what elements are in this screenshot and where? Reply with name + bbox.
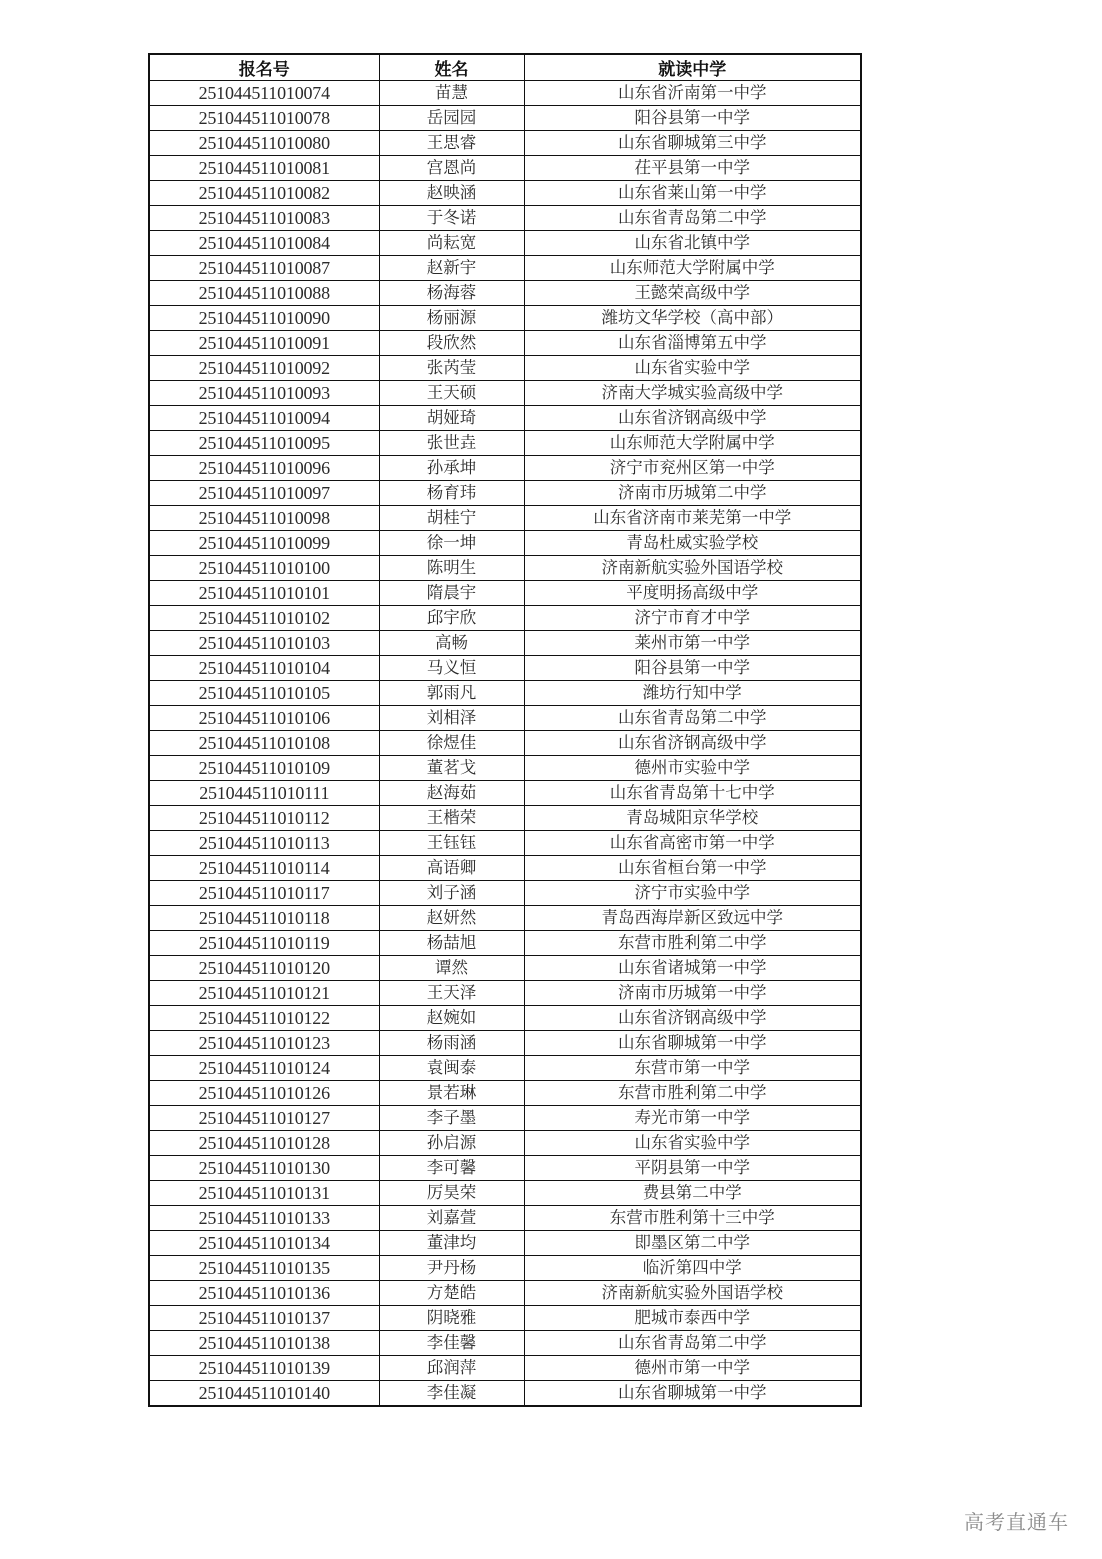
high-school-cell: 山东省青岛第二中学 <box>524 206 861 231</box>
student-name-cell: 赵婉如 <box>379 1006 524 1031</box>
registration-number-cell: 251044511010113 <box>149 831 379 856</box>
table-row <box>149 831 861 856</box>
table-row <box>149 81 861 106</box>
high-school-cell: 青岛西海岸新区致远中学 <box>524 906 861 931</box>
high-school-cell: 阳谷县第一中学 <box>524 656 861 681</box>
student-name-cell: 苗慧 <box>379 81 524 106</box>
high-school-cell: 山东省聊城第一中学 <box>524 1381 861 1407</box>
registration-number-cell: 251044511010138 <box>149 1331 379 1356</box>
table-row <box>149 356 861 381</box>
registration-number-cell: 251044511010091 <box>149 331 379 356</box>
registration-number-cell: 251044511010128 <box>149 1131 379 1156</box>
high-school-cell: 山东省济钢高级中学 <box>524 731 861 756</box>
student-name-cell: 赵映涵 <box>379 181 524 206</box>
table-row <box>149 606 861 631</box>
student-name-cell: 赵海茹 <box>379 781 524 806</box>
table-row <box>149 1356 861 1381</box>
registration-number-cell: 251044511010081 <box>149 156 379 181</box>
table-row <box>149 881 861 906</box>
registration-number-cell: 251044511010082 <box>149 181 379 206</box>
high-school-cell: 济南大学城实验高级中学 <box>524 381 861 406</box>
student-name-cell: 王钰钰 <box>379 831 524 856</box>
registration-number-cell: 251044511010119 <box>149 931 379 956</box>
registration-number-cell: 251044511010092 <box>149 356 379 381</box>
table-row <box>149 1031 861 1056</box>
registration-number-cell: 251044511010084 <box>149 231 379 256</box>
registration-number-cell: 251044511010126 <box>149 1081 379 1106</box>
table-row <box>149 931 861 956</box>
table-body <box>149 81 861 1407</box>
student-name-cell: 孙启源 <box>379 1131 524 1156</box>
registration-number-cell: 251044511010117 <box>149 881 379 906</box>
high-school-cell: 阳谷县第一中学 <box>524 106 861 131</box>
table-row <box>149 106 861 131</box>
table-row <box>149 631 861 656</box>
registration-number-cell: 251044511010140 <box>149 1381 379 1407</box>
high-school-cell: 山东师范大学附属中学 <box>524 431 861 456</box>
high-school-cell: 莱州市第一中学 <box>524 631 861 656</box>
registration-number-cell: 251044511010101 <box>149 581 379 606</box>
table-row <box>149 406 861 431</box>
student-list-sheet <box>148 53 860 1407</box>
header-high-school: 就读中学 <box>524 54 861 81</box>
student-name-cell: 刘子涵 <box>379 881 524 906</box>
registration-number-cell: 251044511010130 <box>149 1156 379 1181</box>
student-name-cell: 尚耘宽 <box>379 231 524 256</box>
student-name-cell: 王思睿 <box>379 131 524 156</box>
registration-number-cell: 251044511010120 <box>149 956 379 981</box>
table-row <box>149 331 861 356</box>
registration-number-cell: 251044511010136 <box>149 1281 379 1306</box>
registration-number-cell: 251044511010074 <box>149 81 379 106</box>
student-name-cell: 杨喆旭 <box>379 931 524 956</box>
table-row <box>149 431 861 456</box>
student-name-cell: 孙承坤 <box>379 456 524 481</box>
high-school-cell: 潍坊行知中学 <box>524 681 861 706</box>
student-name-cell: 陈明生 <box>379 556 524 581</box>
student-name-cell: 杨海蓉 <box>379 281 524 306</box>
registration-number-cell: 251044511010112 <box>149 806 379 831</box>
registration-number-cell: 251044511010122 <box>149 1006 379 1031</box>
student-name-cell: 岳园园 <box>379 106 524 131</box>
registration-number-cell: 251044511010108 <box>149 731 379 756</box>
student-name-cell: 杨雨涵 <box>379 1031 524 1056</box>
table-row <box>149 1331 861 1356</box>
high-school-cell: 潍坊文华学校（高中部） <box>524 306 861 331</box>
registration-number-cell: 251044511010133 <box>149 1206 379 1231</box>
student-name-cell: 李可馨 <box>379 1156 524 1181</box>
table-row <box>149 231 861 256</box>
high-school-cell: 山东省聊城第三中学 <box>524 131 861 156</box>
student-name-cell: 李佳馨 <box>379 1331 524 1356</box>
student-name-cell: 胡桂宁 <box>379 506 524 531</box>
table-row <box>149 1206 861 1231</box>
header-registration-number: 报名号 <box>149 54 379 81</box>
high-school-cell: 东营市胜利第二中学 <box>524 931 861 956</box>
registration-number-cell: 251044511010094 <box>149 406 379 431</box>
student-name-cell: 杨育玮 <box>379 481 524 506</box>
registration-number-cell: 251044511010123 <box>149 1031 379 1056</box>
high-school-cell: 山东省青岛第二中学 <box>524 1331 861 1356</box>
student-name-cell: 董津均 <box>379 1231 524 1256</box>
table-row <box>149 206 861 231</box>
table-row <box>149 281 861 306</box>
student-name-cell: 赵妍然 <box>379 906 524 931</box>
student-name-cell: 邱宇欣 <box>379 606 524 631</box>
table-row <box>149 1106 861 1131</box>
student-name-cell: 董茗戈 <box>379 756 524 781</box>
high-school-cell: 茌平县第一中学 <box>524 156 861 181</box>
student-name-cell: 厉昊荣 <box>379 1181 524 1206</box>
student-name-cell: 张芮莹 <box>379 356 524 381</box>
table-row <box>149 381 861 406</box>
table-row <box>149 456 861 481</box>
registration-number-cell: 251044511010135 <box>149 1256 379 1281</box>
table-row <box>149 656 861 681</box>
registration-number-cell: 251044511010083 <box>149 206 379 231</box>
registration-number-cell: 251044511010093 <box>149 381 379 406</box>
registration-number-cell: 251044511010118 <box>149 906 379 931</box>
table-row <box>149 1056 861 1081</box>
student-name-cell: 邱润萍 <box>379 1356 524 1381</box>
registration-number-cell: 251044511010114 <box>149 856 379 881</box>
registration-number-cell: 251044511010131 <box>149 1181 379 1206</box>
registration-number-cell: 251044511010088 <box>149 281 379 306</box>
student-name-cell: 高畅 <box>379 631 524 656</box>
table-row <box>149 681 861 706</box>
table-row <box>149 306 861 331</box>
high-school-cell: 山东省北镇中学 <box>524 231 861 256</box>
high-school-cell: 山东省青岛第十七中学 <box>524 781 861 806</box>
table-row <box>149 256 861 281</box>
student-name-cell: 王天硕 <box>379 381 524 406</box>
high-school-cell: 济南市历城第二中学 <box>524 481 861 506</box>
high-school-cell: 寿光市第一中学 <box>524 1106 861 1131</box>
registration-number-cell: 251044511010124 <box>149 1056 379 1081</box>
student-name-cell: 阴晓雅 <box>379 1306 524 1331</box>
student-name-cell: 段欣然 <box>379 331 524 356</box>
table-row <box>149 806 861 831</box>
high-school-cell: 德州市第一中学 <box>524 1356 861 1381</box>
high-school-cell: 山东省济钢高级中学 <box>524 406 861 431</box>
registration-number-cell: 251044511010103 <box>149 631 379 656</box>
registration-number-cell: 251044511010139 <box>149 1356 379 1381</box>
table-row <box>149 1131 861 1156</box>
high-school-cell: 临沂第四中学 <box>524 1256 861 1281</box>
registration-number-cell: 251044511010078 <box>149 106 379 131</box>
student-name-cell: 李佳凝 <box>379 1381 524 1407</box>
student-table <box>148 53 862 1407</box>
table-row <box>149 856 861 881</box>
registration-number-cell: 251044511010096 <box>149 456 379 481</box>
registration-number-cell: 251044511010100 <box>149 556 379 581</box>
registration-number-cell: 251044511010137 <box>149 1306 379 1331</box>
registration-number-cell: 251044511010127 <box>149 1106 379 1131</box>
high-school-cell: 山东省实验中学 <box>524 356 861 381</box>
student-name-cell: 杨丽源 <box>379 306 524 331</box>
student-name-cell: 王楷荣 <box>379 806 524 831</box>
registration-number-cell: 251044511010099 <box>149 531 379 556</box>
high-school-cell: 肥城市泰西中学 <box>524 1306 861 1331</box>
high-school-cell: 山东省沂南第一中学 <box>524 81 861 106</box>
high-school-cell: 王懿荣高级中学 <box>524 281 861 306</box>
table-row <box>149 1181 861 1206</box>
high-school-cell: 青岛城阳京华学校 <box>524 806 861 831</box>
high-school-cell: 济南新航实验外国语学校 <box>524 556 861 581</box>
high-school-cell: 山东省济南市莱芜第一中学 <box>524 506 861 531</box>
table-row <box>149 756 861 781</box>
student-name-cell: 谭然 <box>379 956 524 981</box>
high-school-cell: 平阴县第一中学 <box>524 1156 861 1181</box>
student-name-cell: 于冬诺 <box>379 206 524 231</box>
high-school-cell: 东营市胜利第十三中学 <box>524 1206 861 1231</box>
registration-number-cell: 251044511010097 <box>149 481 379 506</box>
table-header-row <box>149 54 861 81</box>
registration-number-cell: 251044511010134 <box>149 1231 379 1256</box>
registration-number-cell: 251044511010080 <box>149 131 379 156</box>
high-school-cell: 山东省聊城第一中学 <box>524 1031 861 1056</box>
registration-number-cell: 251044511010098 <box>149 506 379 531</box>
student-name-cell: 马义恒 <box>379 656 524 681</box>
student-name-cell: 刘相泽 <box>379 706 524 731</box>
table-row <box>149 581 861 606</box>
registration-number-cell: 251044511010106 <box>149 706 379 731</box>
table-row <box>149 906 861 931</box>
table-row <box>149 506 861 531</box>
table-row <box>149 781 861 806</box>
high-school-cell: 山东省诸城第一中学 <box>524 956 861 981</box>
table-row <box>149 1156 861 1181</box>
registration-number-cell: 251044511010105 <box>149 681 379 706</box>
high-school-cell: 东营市第一中学 <box>524 1056 861 1081</box>
header-name: 姓名 <box>379 54 524 81</box>
registration-number-cell: 251044511010102 <box>149 606 379 631</box>
registration-number-cell: 251044511010095 <box>149 431 379 456</box>
high-school-cell: 济宁市兖州区第一中学 <box>524 456 861 481</box>
table-row <box>149 981 861 1006</box>
table-row <box>149 731 861 756</box>
student-name-cell: 袁闽泰 <box>379 1056 524 1081</box>
student-name-cell: 刘嘉萱 <box>379 1206 524 1231</box>
high-school-cell: 山东省实验中学 <box>524 1131 861 1156</box>
student-name-cell: 张世垚 <box>379 431 524 456</box>
student-name-cell: 赵新宇 <box>379 256 524 281</box>
high-school-cell: 山东省济钢高级中学 <box>524 1006 861 1031</box>
high-school-cell: 山东省高密市第一中学 <box>524 831 861 856</box>
table-row <box>149 1231 861 1256</box>
high-school-cell: 山东省淄博第五中学 <box>524 331 861 356</box>
high-school-cell: 青岛杜威实验学校 <box>524 531 861 556</box>
table-row <box>149 1381 861 1407</box>
registration-number-cell: 251044511010121 <box>149 981 379 1006</box>
student-name-cell: 隋晨宇 <box>379 581 524 606</box>
student-name-cell: 李子墨 <box>379 1106 524 1131</box>
high-school-cell: 山东师范大学附属中学 <box>524 256 861 281</box>
registration-number-cell: 251044511010090 <box>149 306 379 331</box>
table-row <box>149 706 861 731</box>
high-school-cell: 平度明扬高级中学 <box>524 581 861 606</box>
student-name-cell: 宫恩尚 <box>379 156 524 181</box>
table-row <box>149 1281 861 1306</box>
student-name-cell: 郭雨凡 <box>379 681 524 706</box>
high-school-cell: 德州市实验中学 <box>524 756 861 781</box>
table-row <box>149 156 861 181</box>
student-name-cell: 景若琳 <box>379 1081 524 1106</box>
high-school-cell: 济宁市育才中学 <box>524 606 861 631</box>
registration-number-cell: 251044511010109 <box>149 756 379 781</box>
high-school-cell: 山东省青岛第二中学 <box>524 706 861 731</box>
high-school-cell: 费县第二中学 <box>524 1181 861 1206</box>
table-row <box>149 531 861 556</box>
table-row <box>149 1081 861 1106</box>
high-school-cell: 济宁市实验中学 <box>524 881 861 906</box>
high-school-cell: 济南新航实验外国语学校 <box>524 1281 861 1306</box>
student-name-cell: 高语卿 <box>379 856 524 881</box>
student-name-cell: 徐煜佳 <box>379 731 524 756</box>
table-row <box>149 956 861 981</box>
student-name-cell: 胡娅琦 <box>379 406 524 431</box>
registration-number-cell: 251044511010111 <box>149 781 379 806</box>
high-school-cell: 山东省莱山第一中学 <box>524 181 861 206</box>
high-school-cell: 东营市胜利第二中学 <box>524 1081 861 1106</box>
registration-number-cell: 251044511010087 <box>149 256 379 281</box>
table-row <box>149 481 861 506</box>
student-name-cell: 尹丹杨 <box>379 1256 524 1281</box>
table-row <box>149 131 861 156</box>
student-name-cell: 方楚皓 <box>379 1281 524 1306</box>
high-school-cell: 济南市历城第一中学 <box>524 981 861 1006</box>
table-row <box>149 1256 861 1281</box>
watermark-text: 高考直通车 <box>964 1510 1069 1534</box>
table-row <box>149 1306 861 1331</box>
student-name-cell: 徐一坤 <box>379 531 524 556</box>
table-row <box>149 181 861 206</box>
student-name-cell: 王天泽 <box>379 981 524 1006</box>
high-school-cell: 即墨区第二中学 <box>524 1231 861 1256</box>
registration-number-cell: 251044511010104 <box>149 656 379 681</box>
table-row <box>149 1006 861 1031</box>
high-school-cell: 山东省桓台第一中学 <box>524 856 861 881</box>
table-row <box>149 556 861 581</box>
